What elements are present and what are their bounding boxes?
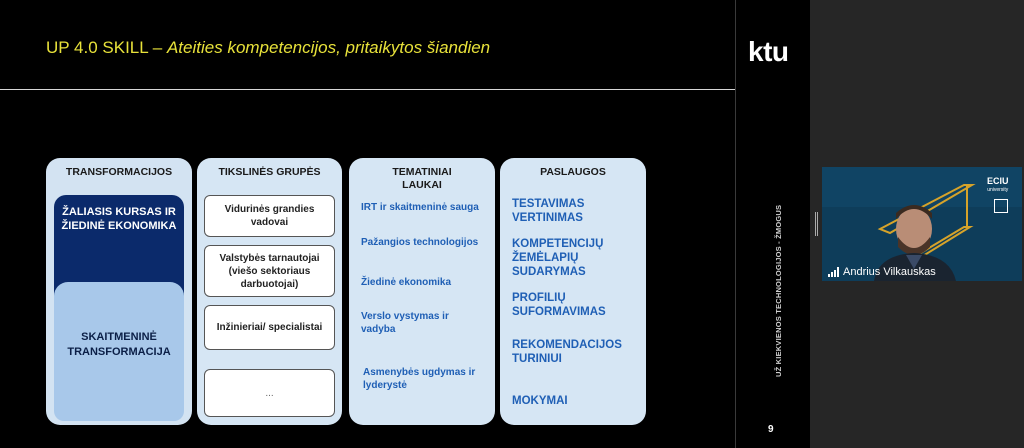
eciu-badge-text: ECIU (987, 176, 1009, 186)
field-item: Pažangios technologijos (361, 237, 479, 248)
field-item: Verslo vystymas ir vadyba (361, 311, 449, 335)
green-course-block: ŽALIASIS KURSAS IR ŽIEDINĖ EKONOMIKA (54, 195, 184, 305)
slide-title (46, 38, 490, 58)
field-item: Žiedinė ekonomika (361, 277, 452, 288)
service-item: MOKYMAI (512, 395, 568, 407)
slide-sidebar (735, 0, 810, 448)
title-divider (0, 89, 735, 90)
field-item: Asmenybės ugdymas ir lyderystė (363, 367, 476, 391)
field-item: IRT ir skaitmeninė sauga (361, 202, 479, 213)
service-item: PROFILIŲ SUFORMAVIMAS (512, 292, 606, 318)
column-paslaugos (500, 158, 646, 425)
service-item: TESTAVIMAS VERTINIMAS (512, 198, 585, 224)
eciu-badge (987, 177, 1009, 195)
column-header-tikslines: TIKSLINĖS GRUPĖS (218, 166, 321, 178)
slide-motto: UŽ KIEKVIENOS TECHNOLOGIJOS - ŽMOGUS (774, 204, 783, 377)
column-header-tematiniai: TEMATINIAI LAUKAI (392, 166, 452, 191)
group-box: Vidurinės grandies vadovai (204, 195, 335, 237)
eciu-badge-sub: university (987, 187, 1009, 193)
slide-title-prefix: UP 4.0 SKILL – (46, 38, 167, 57)
group-box: Inžinieriai/ specialistai (204, 305, 335, 350)
service-item: KOMPETENCIJŲ ŽEMĖLAPIŲ SUDARYMAS (512, 238, 604, 278)
participant-name: Andrius Vilkauskas (843, 266, 936, 278)
participant-video-tile[interactable] (822, 167, 1022, 281)
page-number: 9 (768, 424, 774, 435)
slide-title-subtitle: Ateities kompetencijos, pritaikytos šiandien (166, 38, 491, 57)
column-tematiniai-laukai (349, 158, 495, 425)
ktu-mini-badge (994, 199, 1008, 213)
column-transformacijos (46, 158, 192, 425)
signal-bars-icon (828, 267, 839, 277)
group-box: Valstybės tarnautojai (viešo sektoriaus darbuotojai) (204, 245, 335, 297)
column-header-transformacijos: TRANSFORMACIJOS (65, 166, 173, 178)
service-item: REKOMENDACIJOS TURINIUI (512, 339, 622, 365)
panel-resize-handle[interactable] (815, 212, 818, 236)
participant-label (828, 266, 936, 278)
digital-transformation-block: SKAITMENINĖ TRANSFORMACIJA (54, 282, 184, 421)
ktu-logo: ktu (748, 36, 789, 67)
column-tikslines-grupes (197, 158, 342, 425)
column-header-paslaugos: PASLAUGOS (540, 166, 606, 178)
group-box: ... (204, 369, 335, 417)
